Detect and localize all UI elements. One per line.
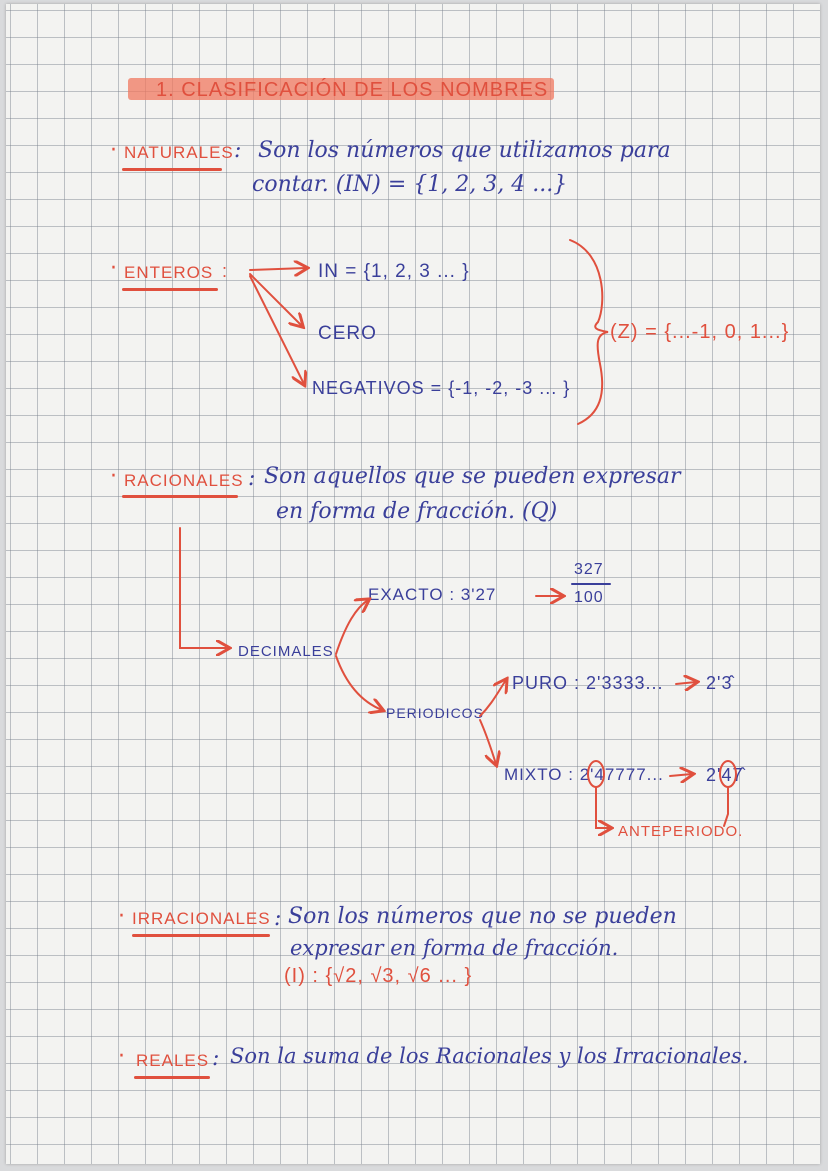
fraction-numerator: 327 (574, 561, 604, 578)
periodicos-label: PERIODICOS (386, 705, 484, 721)
arrow-mixto-result (670, 774, 692, 776)
irracionales-colon: : (274, 906, 282, 931)
mixto-result: 2'47̂ (706, 765, 744, 785)
irracionales-set: (I) : {√2, √3, √6 ... } (284, 965, 473, 987)
page-title: 1. CLASIFICACIÓN DE LOS NOMBRES (156, 79, 549, 101)
enteros-set: (Z) = {...-1, 0, 1...} (610, 321, 790, 343)
arrow-to-naturales (250, 268, 306, 270)
anteperiodo-connector-2 (724, 788, 728, 826)
bullet-reales: · (118, 1044, 125, 1069)
enteros-colon: : (222, 261, 229, 281)
naturales-definition-line1: Son los números que utilizamos para (258, 138, 671, 163)
reales-colon: : (212, 1046, 220, 1071)
naturales-colon: : (234, 138, 242, 163)
arrow-puro-result (676, 682, 696, 684)
bullet-racionales: · (110, 464, 117, 489)
racionales-definition-line2: en forma de fracción. (Q) (276, 499, 558, 524)
irracionales-definition-line2: expresar en forma de fracción. (290, 936, 619, 960)
bullet-enteros: · (110, 256, 117, 281)
arrow-to-exacto (336, 600, 368, 654)
anteperiodo-label: ANTEPERIODO. (618, 823, 744, 840)
arrow-to-cero (250, 274, 302, 326)
decimales-label: DECIMALES (238, 643, 334, 660)
enteros-branch-cero: CERO (318, 323, 377, 344)
enteros-label: ENTEROS (124, 263, 214, 282)
naturales-definition-line2: contar. (IN) = {1, 2, 3, 4 ...} (252, 172, 568, 197)
arrow-to-negativos (250, 276, 304, 384)
bullet-irracionales: · (118, 904, 125, 929)
enteros-brace (570, 240, 608, 424)
arrow-to-mixto (480, 720, 496, 764)
naturales-label: NATURALES (124, 143, 234, 162)
racionales-definition-line1: Son aquellos que se pueden expresar (264, 464, 681, 489)
diagram-arrows (6, 4, 820, 1164)
puro-example: PURO : 2'3333... (512, 673, 664, 693)
fraction-denominator: 100 (574, 589, 604, 606)
notebook-page (6, 4, 820, 1164)
irracionales-label: IRRACIONALES (132, 909, 271, 928)
anteperiodo-circle-1 (588, 761, 604, 787)
bullet-naturales: · (110, 138, 117, 163)
reales-label: REALES (136, 1051, 210, 1070)
irracionales-definition-line1: Son los números que no se pueden (288, 904, 677, 929)
mixto-example: MIXTO : 2'47777... (504, 765, 664, 784)
anteperiodo-connector (596, 788, 610, 828)
racionales-colon: : (248, 466, 256, 491)
enteros-branch-naturales: IN = {1, 2, 3 ... } (318, 261, 470, 282)
exacto-example: EXACTO : 3'27 (368, 585, 497, 604)
puro-result: 2'3̂ (706, 673, 733, 693)
anteperiodo-circle-2 (720, 761, 736, 787)
enteros-branch-negativos: NEGATIVOS = {-1, -2, -3 ... } (312, 378, 571, 398)
racionales-label: RACIONALES (124, 471, 244, 490)
arrow-to-periodicos (336, 656, 382, 710)
arrow-to-decimales (180, 528, 228, 648)
arrow-to-puro (480, 680, 506, 716)
reales-definition: Son la suma de los Racionales y los Irracionales. (230, 1044, 749, 1068)
